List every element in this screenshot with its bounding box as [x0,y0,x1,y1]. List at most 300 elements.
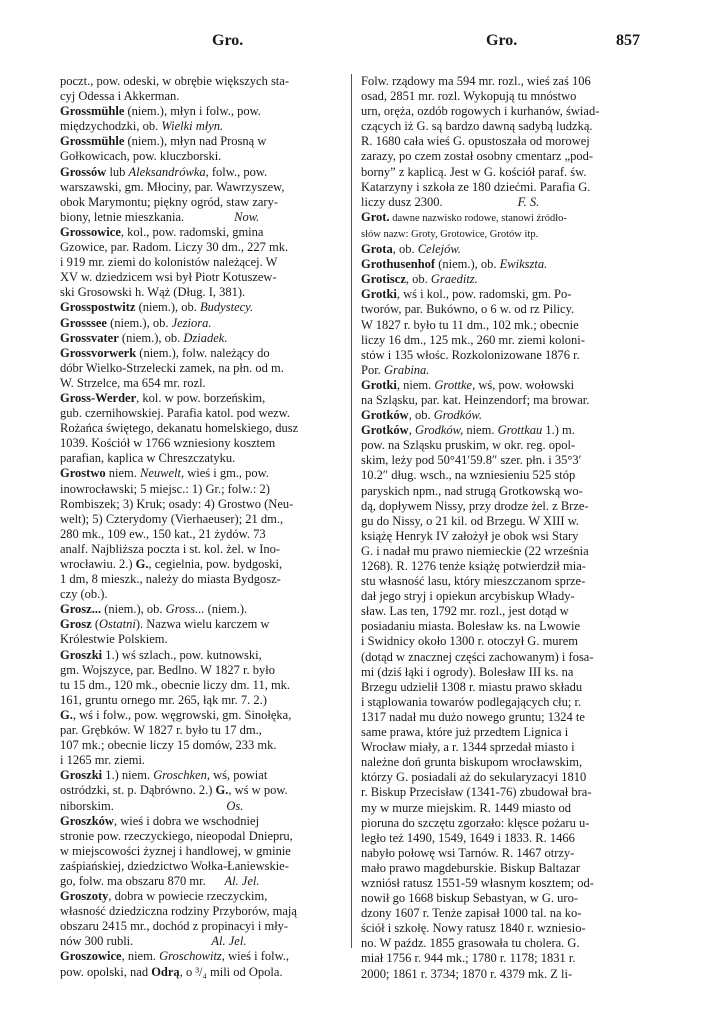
headword: Gross-Werder [60,390,137,405]
text-segment: i Swidnicy około 1300 r. otoczył G. murem [361,634,578,649]
text-segment: , dobra w powiecie rzeczyckim, [108,889,268,904]
text-segment: gu do Nissy, o 21 kil. od Brzegu. W XIII w. [361,513,580,528]
headword: Grosz... [60,602,102,617]
text-segment: wieś i folw., [224,949,290,964]
text-line [361,119,642,134]
text-line [361,574,642,589]
text-line [361,302,642,317]
text-segment: G. i nadał mu prawo niemieckie (22 września [361,543,589,558]
text-line [60,210,344,225]
text-segment: mi (dziś łąki i ogrody). Bolesław III ks. na [361,664,574,679]
italic-term: Al. Jel. [224,873,260,888]
text-segment: własność dziedziczna rodziny Przyborów, mają [60,904,297,919]
text-segment: Gzowice, par. Radom. Liczy 30 dm., 227 mk. [60,240,289,255]
italic-term: Aleksandrówka, [128,164,209,179]
text-line [361,408,642,423]
text-line [60,799,344,814]
text-segment: 1 dm, 8 mieszk., należy do miasta Bydgosz- [60,572,281,587]
italic-term: Grabina. [383,362,430,377]
text-segment: , wieś i dobra we wschodniej [113,813,260,828]
text-line [60,89,344,104]
italic-term: Groschken, [153,768,210,783]
text-segment: wzniósł ratusz 1551-59 własnym kosztem; od- [361,875,594,890]
text-line [361,226,642,242]
text-segment: , ob. [392,242,418,257]
text-segment: 1317 nadał mu dużo nowego gruntu; 1324 te [361,709,585,724]
text-line [60,738,344,753]
text-segment: , ob. [408,408,434,423]
text-line [361,846,642,861]
text-line [60,346,344,361]
text-segment: stronie pow. rzeczyckiego, nieopodal Dniepru, [60,828,293,843]
text-line [60,693,344,708]
text-segment: słów nazw: Groty, Grotowice, Grotów itp. [361,228,539,240]
text-line [361,438,642,453]
text-line [361,287,642,302]
text-line [60,632,344,647]
text-line [361,680,642,695]
text-line [60,708,344,723]
text-line [361,619,642,634]
text-segment: (niem.). [204,602,248,617]
page-number: 857 [616,32,640,49]
headword: G. [215,783,229,798]
text-line [361,104,642,119]
text-segment: nów 300 rubli. [60,934,212,949]
text-line [361,348,642,363]
text-line [60,331,344,346]
text-segment: Folw. rządowy ma 594 mr. rozl., wieś zaś 106 [361,74,591,88]
text-line [60,768,344,783]
headword: Grostwo [60,466,106,481]
text-line [60,753,344,768]
left-column [60,74,344,979]
text-line [60,678,344,693]
text-line [361,468,642,483]
text-segment: W. Strzelce, ma 654 mr. rozl. [60,375,206,390]
text-line [361,936,642,951]
headword: Odrą [151,964,180,979]
text-segment: , kol., pow. radomski, gmina [120,224,264,239]
text-segment: go, folw. ma obszaru 870 mr. [60,873,225,888]
text-segment: paryskich npm., nad strugą Grotkowską wo- [361,483,583,498]
text-segment: wś, powiat [210,768,268,783]
text-segment: na Szląsku, par. kat. Heinzendorf; ma browar. [361,392,590,407]
italic-term: Grodków, [414,423,464,438]
text-line [60,451,344,466]
italic-term: Jeziora. [171,315,212,330]
text-line [60,466,344,481]
italic-term: Dziadek. [183,330,228,345]
headword: G. [135,557,149,571]
text-line [361,89,642,104]
text-line [361,755,642,770]
text-segment: zarazy, po czem został osobny cmentarz „pod- [361,149,594,164]
text-segment: (dotąd w znacznej części zachowanym) i fosa- [361,649,594,664]
italic-term: Ewikszta. [499,257,548,272]
text-segment: dzony 1607 r. Tenże zapisał 1000 tal. na ko- [361,906,582,921]
italic-term: Neuwelt, [139,466,185,481]
text-line [361,831,642,846]
text-segment: urn, oręża, ozdób rogowych i kurhanów, świad- [361,104,600,119]
text-line [361,785,642,800]
text-segment: folw., pow. [208,164,268,179]
headword: Grotiscz [361,272,406,287]
text-line [60,814,344,829]
headword: Grossmühle [60,134,125,149]
text-segment: 161, gruntu ornego mr. 265, łąk mr. 7. 2.) [60,692,267,707]
text-segment: 1039. Kościół w 1766 wzniesiony kosztem [60,436,276,451]
headword: Grota [361,242,393,257]
text-segment: r. Biskup Przecisław (1341-76) zbudował bra- [361,785,592,800]
text-line [60,119,344,134]
text-segment: obok Marymontu; piękny ogród, staw zary- [60,194,279,209]
text-segment: legło też 1490, 1549, 1649 i 1833. R. 1466 [361,830,575,845]
italic-term: Graeditz. [430,272,478,287]
text-line [60,542,344,557]
text-line [60,149,344,164]
text-line [60,587,344,602]
headword: Grossvorwerk [60,345,137,360]
italic-term: Groschowitz, [159,949,225,964]
text-line [361,318,642,333]
text-line [60,421,344,436]
text-segment: miał 1756 r. 944 mk.; 1780 r. 1178; 1831 r. [361,951,576,966]
text-segment: welt); 5) Czterydomy (Vierhaeuser); 21 dm., [60,511,284,526]
text-line [361,149,642,164]
text-segment: zaśpiańskiej, dziedzictwo Wołka-Łaniewskie- [60,858,289,873]
text-line [60,949,344,964]
text-segment: same prawa, które już przedtem Lignica i [361,725,569,740]
text-segment: osad, 2851 mr. rozl. Wykopują tu mnóstwo [361,89,577,104]
headword: Grossowice [60,224,121,239]
text-segment: w miejscowości żyznej i handlowej, w gminie [60,843,291,858]
text-segment: , o ³/₄ mili od Opola. [179,964,283,979]
text-line [361,257,642,272]
text-segment: , cegielnia, pow. bydgoski, [148,557,283,571]
text-segment: ). Nazwa wielu karczem w [135,617,270,632]
headword: Grotki [361,287,397,302]
text-segment: 1.) wś szlach., pow. kutnowski, [102,647,262,662]
text-segment: Królestwie Polskiem. [60,632,168,647]
text-segment: , ob. [405,272,431,287]
text-line [60,527,344,542]
headword: Grosssee [60,315,107,330]
text-segment: gub. czernihowskiej. Parafia katol. pod wezw. [60,406,291,421]
text-line [60,406,344,421]
text-segment: tu 15 dm., 120 mk., obecnie liczy dm. 11, mk. [60,677,291,692]
text-segment: (niem.), młyn i folw., pow. [124,104,261,119]
text-line [60,195,344,210]
text-segment: (niem.), młyn nad Prosną w [124,134,267,149]
italic-term: Grottke, [434,377,476,392]
text-line [361,740,642,755]
headword: Grotków [361,408,409,423]
headword: Grosspostwitz [60,300,136,315]
text-segment: dał jego stryj i opiekun arcybiskup Włady- [361,589,575,604]
text-line [361,770,642,785]
text-line [361,951,642,966]
text-segment: liczy 16 dm., 125 mk., 260 mr. ziemi koloni- [361,332,585,347]
text-segment: tworów, par. Bukówno, o 6 w. od rz Pilicy. [361,302,575,317]
text-segment: 280 mk., 109 ew., 150 kat., 21 żydów. 73 [60,526,266,541]
text-segment: Por. [361,362,384,377]
text-segment: posiadaniu miasta. Bolesław ks. na Lwowie [361,619,581,634]
headword: Grossmühle [60,104,125,119]
right-column [361,74,642,981]
text-line [60,270,344,285]
text-segment: (niem.), ob. [118,330,184,345]
text-segment: , wś w pow. [228,783,288,798]
text-segment: pow. na Szląsku pruskim, w okr. reg. opol- [361,438,576,453]
text-line [361,453,642,468]
text-line [60,648,344,663]
text-segment: , [408,423,415,438]
italic-term: Al. Jel. [211,934,247,949]
text-line [361,906,642,921]
italic-term: Ostatni [99,617,136,632]
headword: Groszoty [60,889,109,904]
text-segment: ostródzki, st. p. Dąbrówno. 2.) [60,783,216,798]
text-line [60,572,344,587]
text-segment: (niem.), ob. [435,257,500,272]
text-segment: Wrocław miały, a r. 1344 sprzedał miasto i [361,740,575,755]
text-segment: , wś i kol., pow. radomski, gm. Po- [396,287,572,302]
text-segment: należne doń grunta biskupom wrocławskim, [361,755,583,770]
text-segment: 1.) m. [542,423,575,438]
text-segment: i 919 mr. ziemi do kolonistów należącej. W [60,255,278,270]
text-segment: ( [91,617,100,632]
text-segment: inowrocławski; 5 miejsc.: 1) Gr.; folw.: 2) [60,481,270,496]
headword: Grossów [60,164,107,179]
text-line [361,180,642,195]
text-line [60,104,344,119]
text-line [361,74,642,89]
text-segment: ski Grosowski h. Wąż (Dług. I, 381). [60,285,246,300]
text-segment: wieś i gm., pow. [184,466,270,481]
text-line [60,134,344,149]
text-line [361,393,642,408]
headword: Grotki [361,377,397,392]
text-segment: parafian, kaplica w Chreszczatyku. [60,451,236,466]
text-line [60,180,344,195]
text-line [361,665,642,680]
text-line [60,723,344,738]
text-line [60,783,344,798]
text-line [60,663,344,678]
text-line [361,861,642,876]
text-line [60,300,344,315]
text-segment: dą, dopływem Nissy, przy drodze żel. z Brze- [361,498,589,513]
text-line [361,589,642,604]
text-segment: i stąplowania towarów podlegających cłu; r. [361,694,582,709]
italic-term: Gross... [165,602,205,617]
text-line [60,497,344,512]
text-line [361,891,642,906]
text-line [60,844,344,859]
text-segment: skim, leży pod 50°41′59.8″ szer. płn. i 35°3′ [361,453,582,468]
text-line [361,710,642,725]
italic-term: Wielki młyn. [161,119,224,134]
text-segment: (niem.), ob. [101,602,166,617]
text-line [361,378,642,393]
text-line [60,557,344,572]
text-line [361,195,642,210]
italic-term: Celejów. [417,242,461,257]
text-segment: Rożańca świętego, dekanatu homelskiego, dusz [60,421,299,436]
text-segment: czących iż G. są bardzo dawną sadybą ludzką. [361,119,593,134]
text-segment: R. 1680 cała wieś G. opustoszała od morowej [361,134,590,149]
text-segment: mało prawo magdeburskie. Biskup Baltazar [361,860,581,875]
text-segment: borny” z kaplicą. Jest w G. kościół paraf. św. [361,164,587,179]
text-segment: Gołkowicach, pow. kluczborski. [60,149,222,164]
text-line [60,859,344,874]
headword: Groszki [60,768,103,783]
text-line [60,436,344,451]
text-segment: cyj Odessa i Akkerman. [60,89,180,104]
header-right-guideword: Gro. [486,32,518,49]
text-segment: (niem.), ob. [107,315,172,330]
text-segment: stów i 135 włośc. Rozkolonizowane 1876 r. [361,347,580,362]
text-line [361,514,642,529]
text-line [60,874,344,889]
text-segment: dawne nazwisko rodowe, stanowi źródło- [389,212,567,224]
text-line [361,650,642,665]
headword: Grothusenhof [361,257,436,272]
headword: Groszków [60,813,114,828]
text-line [60,74,344,89]
italic-term: Grottkau [497,423,543,438]
text-segment: (niem.), ob. [135,300,201,315]
text-segment: 2000; 1861 r. 3734; 1870 r. 4379 mk. Z li- [361,966,573,981]
text-line [60,376,344,391]
text-line [361,210,642,226]
italic-term: Grodków. [433,408,482,423]
text-segment: niem. [463,423,498,438]
running-header [62,32,640,54]
text-line [361,634,642,649]
text-segment: , niem. [121,949,160,964]
text-segment: niborskim. [60,798,227,813]
headword: Groszki [60,647,103,662]
text-segment: wrocławiu. 2.) [60,557,136,571]
text-line [361,921,642,936]
column-divider [351,74,352,948]
text-segment: nabyło połowę wsi Tarnów. R. 1467 otrzy- [361,845,575,860]
text-line [60,225,344,240]
text-segment: pioruna do szczętu zgorzało: klęsce pożaru u- [361,815,590,830]
italic-term: Now. [234,209,260,224]
text-line [60,316,344,331]
text-segment: no. W paźdz. 1855 grasowała tu cholera. G. [361,936,580,951]
headword: G. [60,707,73,722]
text-segment: , wś i folw., pow. węgrowski, gm. Sinołęka, [72,707,292,722]
text-segment: W 1827 r. było tu 11 dm., 102 mk.; obecnie [361,317,579,332]
text-line [60,482,344,497]
text-line [60,934,344,949]
text-segment: wś, pow. wołowski [475,377,575,392]
header-left-guideword: Gro. [212,32,244,49]
text-line [361,604,642,619]
text-line [361,695,642,710]
headword: Grossvater [60,330,119,345]
text-segment: my w murze miejskim. R. 1449 miasto od [361,800,572,815]
text-line [60,512,344,527]
text-line [361,876,642,891]
text-line [60,255,344,270]
text-line [60,285,344,300]
headword: Groszowice [60,949,122,964]
text-segment: 1268). R. 1276 tenże książę potwierdził mia- [361,559,586,573]
text-segment: 10.2″ dług. wsch., na wzniesieniu 525 stóp [361,468,576,483]
headword: Grot. [361,209,390,224]
text-segment: (niem.), folw. należący do [136,345,270,360]
text-line [361,816,642,831]
text-segment: obszaru 2415 mr., dochód z propinacyi i mły- [60,919,289,934]
text-line [60,965,344,980]
text-segment: poczt., pow. odeski, w obrębie większych sta- [60,74,289,88]
text-segment: książę Henryk IV założył je obok wsi Stary [361,528,579,543]
text-segment: 1.) niem. [102,768,154,783]
text-line [60,904,344,919]
text-line [60,165,344,180]
text-segment: lub [106,164,129,179]
text-line [361,529,642,544]
text-line [361,134,642,149]
text-segment: niem. [105,466,140,481]
italic-term: Budystecy. [200,300,254,315]
text-segment: gm. Wojszyce, par. Bedlno. W 1827 r. było [60,662,275,677]
text-segment: pow. opolski, nad [60,964,152,979]
text-segment: analf. Najbliższa poczta i st. kol. żel. w Ino- [60,541,281,556]
italic-term: F. S. [517,194,540,209]
text-segment: 107 mk.; obecnie liczy 15 domów, 233 mk. [60,738,277,753]
headword: Grosz [60,617,92,632]
text-line [60,240,344,255]
headword: Grotków [361,423,409,438]
text-line [361,423,642,438]
text-segment: warszawski, gm. Młociny, par. Wawrzyszew, [60,179,285,194]
text-segment: sław. Las ten, 1792 mr. rozl., jest dotąd w [361,604,569,619]
text-segment: , kol. w pow. borzeńskim, [136,390,266,405]
text-segment: biony, letnie mieszkania. [60,209,235,224]
text-line [361,801,642,816]
text-segment: XV w. dziedzicem wsi był Piotr Kotuszew- [60,270,277,285]
text-line [60,617,344,632]
text-line [60,829,344,844]
text-segment: międzychodzki, ob. [60,119,162,134]
text-segment: Brzegu udzielił 1308 r. miastu prawo składu [361,679,583,694]
text-line [361,484,642,499]
text-segment: dóbr Wielko-Strzelecki zamek, na płn. od m. [60,360,284,375]
text-line [361,272,642,287]
text-segment: i 1265 mr. ziemi. [60,753,146,768]
text-segment: stu własność lasu, który mieszczanom sprze- [361,574,586,589]
text-segment: liczy dusz 2300. [361,194,518,209]
text-line [60,602,344,617]
italic-term: Os. [226,798,244,813]
text-line [60,919,344,934]
text-line [361,165,642,180]
text-line [60,889,344,904]
text-segment: czy (ob.). [60,587,108,602]
text-line [361,499,642,514]
text-segment: nowił go 1668 biskup Sebastyan, w G. uro- [361,891,578,906]
text-segment: Rombiszek; 3) Kruk; osady: 4) Grostwo (Neu- [60,496,294,511]
text-line [361,967,642,982]
text-line [361,363,642,378]
text-segment: ściół i szkołę. Nowy ratusz 1840 r. wzniesio- [361,921,586,936]
